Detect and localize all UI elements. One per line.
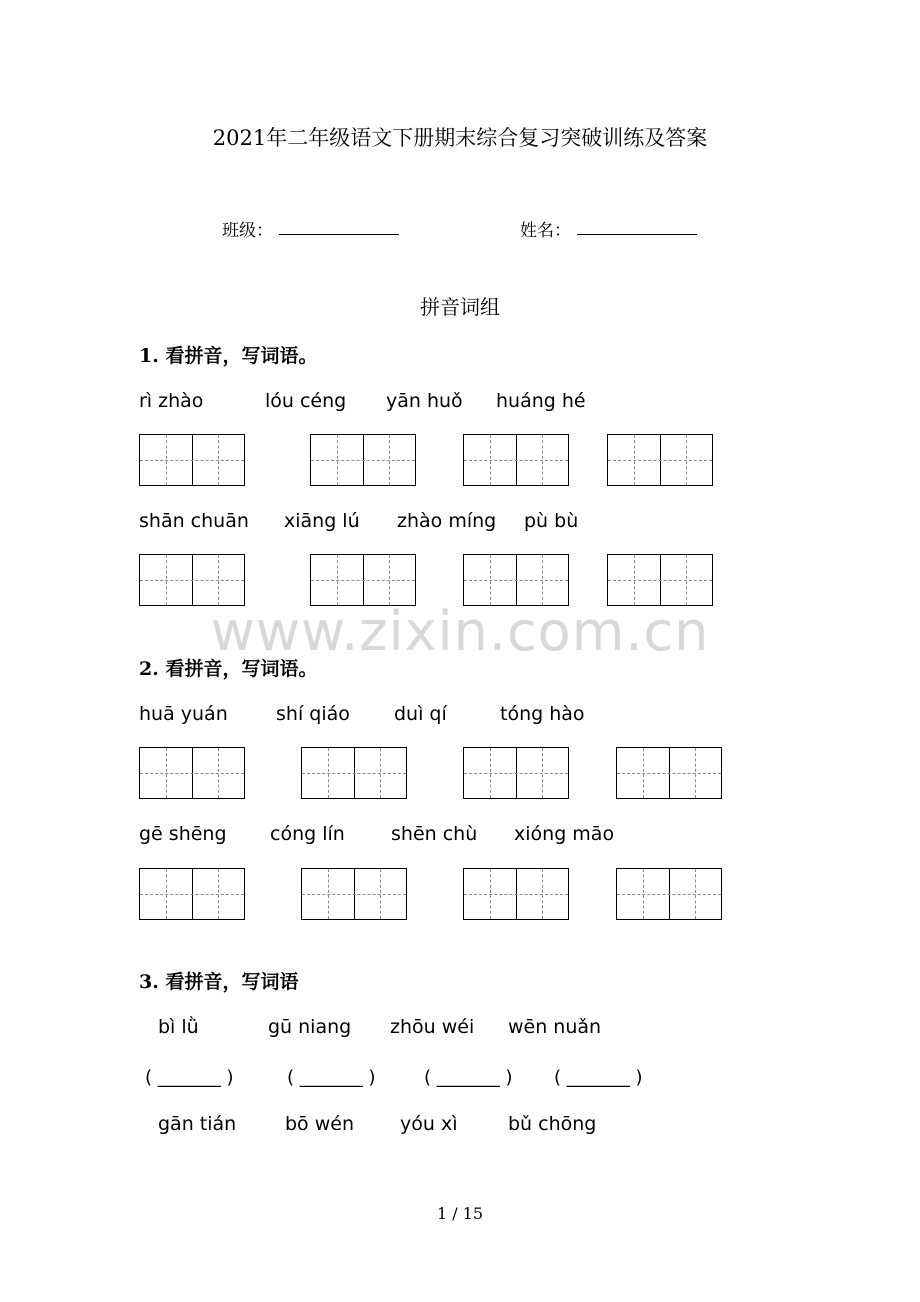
q2-pinyin-2: shí qiáo	[276, 703, 350, 725]
writing-box[interactable]	[310, 554, 416, 606]
q3-pinyin-4: wēn nuǎn	[508, 1016, 602, 1038]
q1-pinyin-4: huáng hé	[496, 390, 586, 412]
answer-blank[interactable]: ( _______ )	[554, 1067, 643, 1088]
q1-pinyin-7: zhào míng	[397, 510, 497, 532]
watermark: www.zixin.com.cn	[210, 600, 710, 663]
answer-blank[interactable]: ( _______ )	[424, 1067, 513, 1088]
document-title: 2021年二年级语文下册期末综合复习突破训练及答案	[212, 126, 708, 150]
writing-box[interactable]	[301, 747, 407, 799]
writing-box[interactable]	[463, 868, 569, 920]
q1-heading: 1. 看拼音，写词语。	[139, 345, 318, 367]
writing-box[interactable]	[607, 434, 713, 486]
q3-pinyin-6: bō wén	[285, 1113, 354, 1135]
q2-pinyin-8: xióng māo	[514, 823, 615, 845]
q3-pinyin-7: yóu xì	[400, 1113, 458, 1135]
writing-box[interactable]	[139, 868, 245, 920]
page-number: 1 / 15	[436, 1204, 484, 1223]
answer-blank[interactable]: ( _______ )	[145, 1067, 234, 1088]
q1-pinyin-3: yān huǒ	[386, 390, 463, 412]
writing-box[interactable]	[139, 747, 245, 799]
writing-box[interactable]	[463, 434, 569, 486]
q1-pinyin-8: pù bù	[524, 510, 579, 532]
writing-box[interactable]	[139, 554, 245, 606]
writing-box[interactable]	[463, 747, 569, 799]
q2-pinyin-3: duì qí	[394, 703, 447, 725]
writing-box[interactable]	[139, 434, 245, 486]
q3-heading: 3. 看拼音，写词语	[139, 971, 299, 993]
class-label: 班级：	[222, 221, 273, 241]
q2-pinyin-7: shēn chù	[391, 823, 478, 845]
q3-pinyin-1: bì lǜ	[158, 1016, 199, 1038]
answer-blank[interactable]: ( _______ )	[287, 1067, 376, 1088]
q3-pinyin-8: bǔ chōng	[508, 1113, 597, 1135]
q2-pinyin-1: huā yuán	[139, 703, 228, 725]
q1-pinyin-5: shān chuān	[139, 510, 249, 532]
q1-pinyin-6: xiāng lú	[284, 510, 360, 532]
q2-heading: 2. 看拼音，写词语。	[139, 658, 318, 680]
section-title: 拼音词组	[420, 295, 500, 319]
writing-box[interactable]	[616, 747, 722, 799]
q2-pinyin-6: cóng lín	[270, 823, 345, 845]
q2-pinyin-5: gē shēng	[139, 823, 227, 845]
q2-pinyin-4: tóng hào	[500, 703, 585, 725]
writing-box[interactable]	[607, 554, 713, 606]
q3-pinyin-5: gān tián	[158, 1113, 237, 1135]
q3-pinyin-3: zhōu wéi	[390, 1016, 475, 1038]
writing-box[interactable]	[310, 434, 416, 486]
writing-box[interactable]	[616, 868, 722, 920]
writing-box[interactable]	[463, 554, 569, 606]
writing-box[interactable]	[301, 868, 407, 920]
q3-pinyin-2: gū niang	[268, 1016, 352, 1038]
q1-pinyin-2: lóu céng	[265, 390, 347, 412]
class-blank[interactable]	[279, 234, 399, 235]
name-blank[interactable]	[577, 234, 697, 235]
name-label: 姓名：	[520, 221, 571, 241]
q1-pinyin-1: rì zhào	[139, 390, 204, 412]
